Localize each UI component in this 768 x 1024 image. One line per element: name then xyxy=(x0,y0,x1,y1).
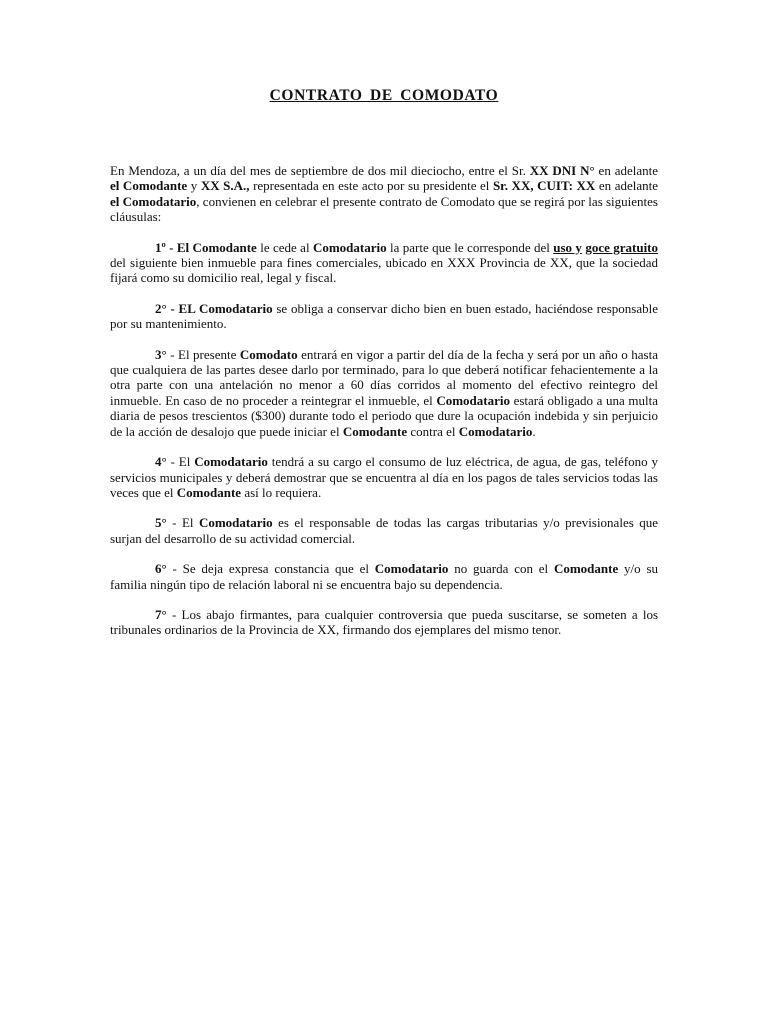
text-run: , convienen en celebrar el presente contrato de Comodato que se regirá por las siguientes cláusulas: xyxy=(110,193,658,225)
bold-text: 5° xyxy=(155,515,167,531)
bold-text: Comodatario xyxy=(436,392,510,408)
clause-7 xyxy=(110,607,658,638)
text-run: así lo requiera. xyxy=(241,484,322,500)
bold-text: Sr. XX, CUIT: XX xyxy=(492,178,596,194)
text-run: se obliga a conservar dicho bien en buen estado, haciéndose responsable por su mantenimiento. xyxy=(110,300,658,332)
text-run: - El xyxy=(166,454,195,470)
text-run: . xyxy=(532,423,536,439)
bold-text: Comodante xyxy=(176,484,242,500)
bold-text: Comodante xyxy=(342,423,408,439)
text-run: entrará en vigor a partir del día de la fecha y será por un año o hasta que cualquiera de las partes desee darlo por terminado, para lo que deberá notificar fehacientemente a la otra parte con una antelación no menor a 60 días corridos al momento del efectivo reintegro del inmueble. En caso de no proceder a reintegrar el inmueble, el xyxy=(110,346,658,408)
bold-text: el Comodante xyxy=(110,178,188,194)
bold-text: Comodante xyxy=(553,561,619,577)
bold-text: 2° - EL Comodatario xyxy=(155,300,273,316)
text-run: en adelante xyxy=(594,163,658,178)
text-run: le cede al xyxy=(256,239,313,255)
text-run: En Mendoza, a un día del mes de septiembre de dos mil dieciocho, entre el Sr. xyxy=(110,163,530,178)
text-run: en adelante xyxy=(595,178,658,194)
clause-3 xyxy=(110,347,658,439)
bold-text: 6° xyxy=(155,561,167,577)
text-run: es el responsable de todas las cargas tributarias y/o previsionales que surjan del desarrollo de su actividad comercial. xyxy=(110,515,658,546)
bold-text: XX DNI N° xyxy=(529,163,595,178)
underlined-text: uso y xyxy=(553,239,582,255)
bold-text: XX S.A., xyxy=(200,178,250,194)
text-run: - El presente xyxy=(166,346,240,362)
text-run: - Los abajo firmantes, para cualquier controversia que pueda suscitarse, se someten a los tribunales ordinarios de la Provincia de XX, firmando dos ejemplares del mismo tenor. xyxy=(110,606,658,638)
clause-5 xyxy=(110,515,658,546)
underlined-text: goce gratuito xyxy=(585,239,659,255)
text-run: no guarda con el xyxy=(448,561,554,577)
bold-text: Comodatario xyxy=(198,515,273,531)
clause-2 xyxy=(110,301,658,332)
text-run: contra el xyxy=(407,423,459,439)
text-run: - El xyxy=(166,515,199,531)
bold-text: 3° xyxy=(155,346,167,362)
bold-text: 7° xyxy=(155,606,167,622)
bold-text: Comodatario xyxy=(194,454,268,470)
bold-text: Comodato xyxy=(239,346,298,362)
text-run: tendrá a su cargo el consumo de luz eléctrica, de agua, de gas, teléfono y servicios municipales y deberá demostrar que se encuentra al día en los pagos de tales servicios todas las veces que el xyxy=(110,454,659,500)
clause-6 xyxy=(110,561,658,592)
bold-text: 1º - El Comodante xyxy=(155,239,257,255)
text-run: estará obligado a una multa diaria de pesos trescientos ($300) durante todo el periodo que dure la ocupación indebida y sin perjuicio de la acción de desalojo que puede iniciar el xyxy=(110,392,658,439)
bold-text: 4° xyxy=(155,454,167,470)
intro-paragraph xyxy=(110,163,658,225)
document-body xyxy=(110,163,658,653)
document-title: CONTRATO DE COMODATO xyxy=(269,87,499,104)
clause-1 xyxy=(110,240,658,286)
text-run: representada en este acto por su presidente el xyxy=(249,178,493,194)
bold-text: el Comodatario xyxy=(110,193,197,209)
bold-text: Comodatario xyxy=(458,423,533,439)
text-run: - Se deja expresa constancia que el xyxy=(166,561,375,577)
text-run: la parte que le corresponde del xyxy=(386,239,554,255)
bold-text: Comodatario xyxy=(374,561,449,577)
text-run: y/o su familia ningún tipo de relación laboral ni se encuentra bajo su dependencia. xyxy=(110,561,658,592)
clause-4 xyxy=(110,454,658,500)
text-run: del siguiente bien inmueble para fines comerciales, ubicado en XXX Provincia de XX, que la sociedad fijará como su domicilio real, legal y fiscal. xyxy=(110,255,658,286)
text-run: y xyxy=(187,178,201,194)
bold-text: Comodatario xyxy=(312,239,387,255)
